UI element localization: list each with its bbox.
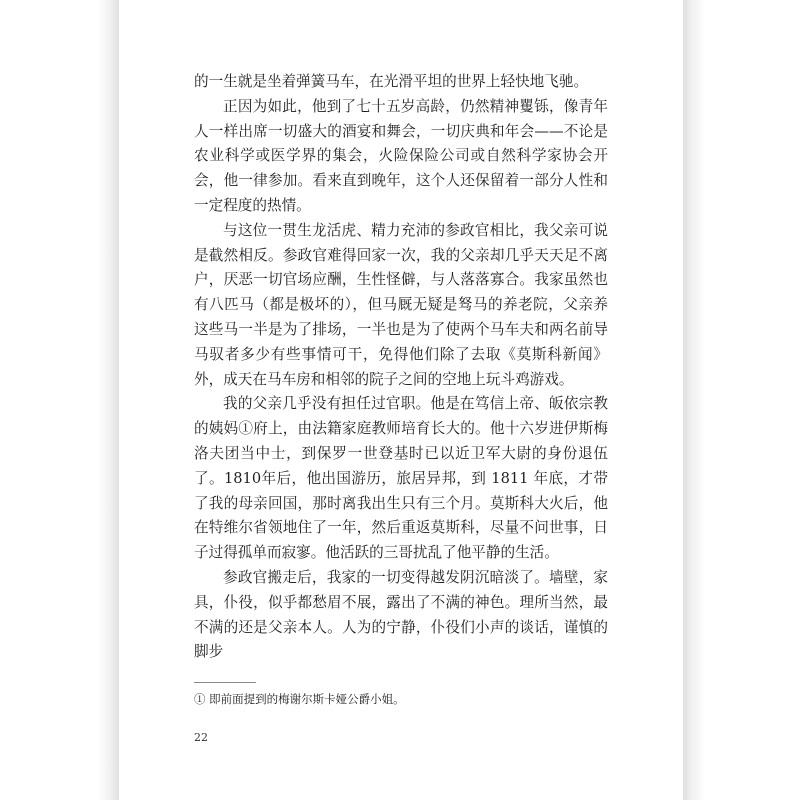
footnote-divider [194,682,256,683]
right-margin-shadow [683,0,705,800]
footnote: ① 即前面提到的梅谢尔斯卡娅公爵小姐。 [194,692,405,706]
paragraph: 参政官搬走后，我家的一切变得越发阴沉暗淡了。墙壁，家具，仆役，似乎都愁眉不展，露出了不满的神色。理所当然，最不满的还是父亲本人。人为的宁静，仆役们小声的谈话，谨慎的脚步 [194,568,608,661]
book-page [119,0,683,800]
paragraph: 我的父亲几乎没有担任过官职。他是在笃信上帝、皈依宗教的姨妈①府上，由法籍家庭教师培育长大的。他十六岁进伊斯梅洛夫团当中士，到保罗一世登基时已以近卫军大尉的身份退伍了。1810年后，他出国游历，旅居异邦，到 1811 年底，才带了我的母亲回国，那时离我出生只有三个月。莫斯科大火后，他在特维尔省领地住了一年，然后重返莫斯科，尽量不问世事，日子过得孤单而寂寥。他活跃的三哥扰乱了他平静的生活。 [194,395,608,562]
paragraph: 与这位一贯生龙活虎、精力充沛的参政官相比，我父亲可说是截然相反。参政官难得回家一次，我的父亲却几乎天天足不离户，厌恶一切官场应酬，生性怪僻，与人落落寡合。我家虽然也有八匹马（都是极坏的），但马厩无疑是驽马的养老院，父亲养这些马一半是为了排场，一半也是为了使两个马车夫和两名前导马驭者多少有些事情可干，免得他们除了去取《莫斯科新闻》外，成天在马车房和相邻的院子之间的空地上玩斗鸡游戏。 [194,221,608,388]
body-text [194,70,608,665]
paragraph: 的一生就是坐着弹簧马车，在光滑平坦的世界上轻快地飞驰。 [194,73,589,90]
paragraph: 正因为如此，他到了七十五岁高龄，仍然精神矍铄，像青年人一样出席一切盛大的酒宴和舞会，一切庆典和年会——不论是农业科学或医学界的集会，火险保险公司或自然科学家协会开会，他一律参加。看来直到晚年，这个人还保留着一部分人性和一定程度的热情。 [194,97,608,214]
left-margin-shadow [97,0,119,800]
page-number: 22 [194,731,208,744]
